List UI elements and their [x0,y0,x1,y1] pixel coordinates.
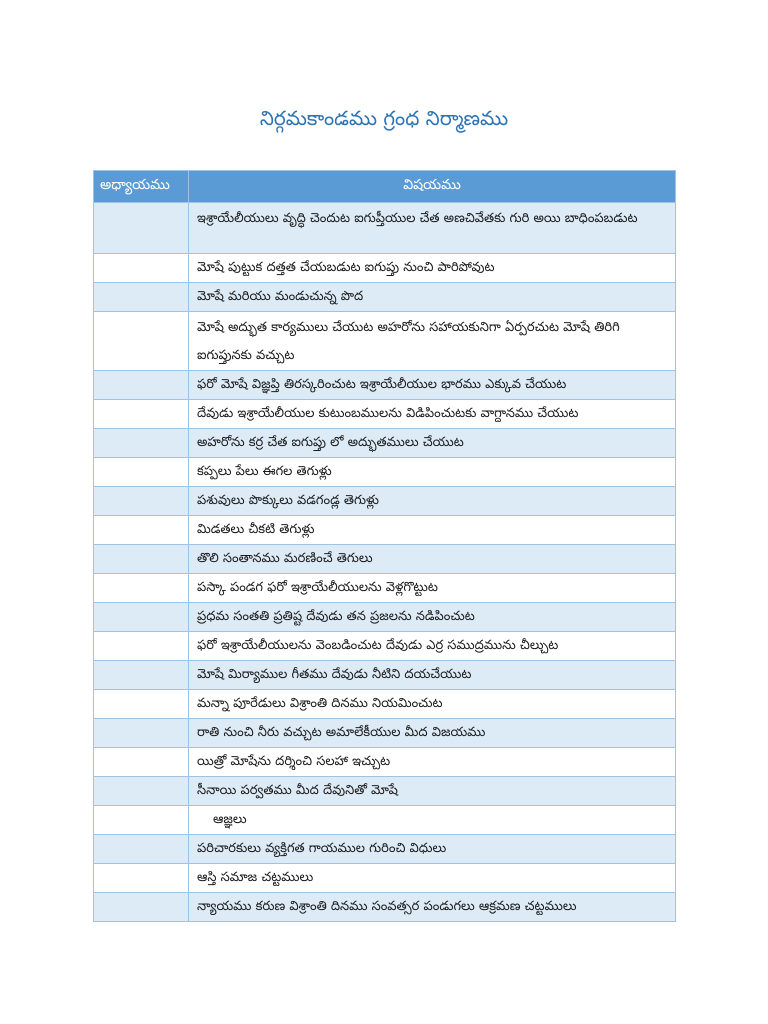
table-row [94,748,676,777]
column-header-chapter: అధ్యాయము [94,171,189,203]
subject-cell: కప్పలు పేలు ఈగల తెగుళ్లు [189,458,676,487]
chapter-cell [94,806,189,835]
table-row [94,254,676,283]
table-row [94,574,676,603]
chapter-cell [94,203,189,254]
chapter-cell [94,893,189,922]
chapter-cell [94,487,189,516]
table-row [94,777,676,806]
table-body [94,203,676,922]
page-title: నిర్గమకాండము గ్రంధ నిర్మాణము [259,106,509,130]
chapter-cell [94,429,189,458]
chapter-cell [94,719,189,748]
subject-cell: ఆజ్ఞలు [189,806,676,835]
chapter-cell [94,632,189,661]
table-row [94,487,676,516]
table-row [94,312,676,371]
subject-cell: రాతి నుంచి నీరు వచ్చుట అమాలేకీయుల మీద విజయము [189,719,676,748]
chapter-cell [94,254,189,283]
subject-cell: తొలి సంతానము మరణించే తెగులు [189,545,676,574]
table-header-row [94,171,676,203]
chapter-cell [94,603,189,632]
subject-cell: సీనాయి పర్వతము మీద దేవునితో మోషే [189,777,676,806]
column-header-subject: విషయము [189,171,676,203]
chapter-cell [94,690,189,719]
subject-cell: ఫరో మోషే విజ్ఞప్తి తిరస్కరించుట ఇశ్రాయేలీయుల భారము ఎక్కువ చేయుట [189,371,676,400]
chapter-table [93,170,676,922]
subject-cell: యిత్రో మోషేను దర్శించి సలహా ఇచ్చుట [189,748,676,777]
table-row [94,719,676,748]
chapter-cell [94,748,189,777]
chapter-cell [94,864,189,893]
subject-cell: ప్రధమ సంతతి ప్రతిష్ట దేవుడు తన ప్రజలను నడిపించుట [189,603,676,632]
table-row [94,400,676,429]
table-row [94,458,676,487]
table-row [94,603,676,632]
table-row [94,690,676,719]
subject-cell: అహరోను కర్ర చేత ఐగుప్తు లో అద్భుతములు చేయుట [189,429,676,458]
table-row [94,545,676,574]
chapter-cell [94,835,189,864]
table-row [94,203,676,254]
subject-cell: దేవుడు ఇశ్రాయేలీయుల కుటుంబములను విడిపించుటకు వాగ్దానము చేయుట [189,400,676,429]
table-row [94,835,676,864]
table-row [94,806,676,835]
chapter-cell [94,661,189,690]
chapter-cell [94,283,189,312]
table-row [94,371,676,400]
subject-cell: మోషే అద్భుత కార్యములు చేయుట అహరోను సహాయకునిగా ఏర్పరచుట మోషే తిరిగి ఐగుప్తునకు వచ్చుట [189,312,676,371]
chapter-cell [94,545,189,574]
subject-cell: మోషే పుట్టుక దత్తత చేయబడుట ఐగుప్తు నుంచి పారిపోవుట [189,254,676,283]
chapter-cell [94,777,189,806]
subject-cell: న్యాయము కరుణ విశ్రాంతి దినము సంవత్సర పండుగలు ఆక్రమణ చట్టములు [189,893,676,922]
subject-cell: పస్కా పండగ ఫరో ఇశ్రాయేలీయులను వెళ్లగొట్టుట [189,574,676,603]
subject-cell: పరిచారకులు వ్యక్తిగత గాయముల గురించి విధులు [189,835,676,864]
chapter-cell [94,312,189,371]
table-row [94,283,676,312]
table-row [94,516,676,545]
table-row [94,893,676,922]
chapter-cell [94,516,189,545]
subject-cell: మోషే మరియు మండుచున్న పొద [189,283,676,312]
chapter-cell [94,574,189,603]
subject-cell: మన్నా పూరేడులు విశ్రాంతి దినము నియమించుట [189,690,676,719]
table-row [94,429,676,458]
chapter-cell [94,371,189,400]
chapter-cell [94,458,189,487]
table-row [94,661,676,690]
subject-cell: ఇశ్రాయేలీయులు వృద్ధి చెందుట ఐగుప్తీయుల చేత అణచివేతకు గురి అయి బాధింపబడుట [189,203,676,254]
chapter-cell [94,400,189,429]
subject-cell: ఆస్తి సమాజ చట్టములు [189,864,676,893]
subject-cell: మిడతలు చీకటి తెగుళ్లు [189,516,676,545]
table-row [94,632,676,661]
subject-cell: ఫరో ఇశ్రాయేలీయులను వెంబడించుట దేవుడు ఎర్ర సముద్రమును చీల్చుట [189,632,676,661]
subject-cell: పశువులు పొక్కులు వడగండ్ల తెగుళ్లు [189,487,676,516]
subject-cell: మోషే మిర్యాముల గీతము దేవుడు నీటిని దయచేయుట [189,661,676,690]
table-row [94,864,676,893]
